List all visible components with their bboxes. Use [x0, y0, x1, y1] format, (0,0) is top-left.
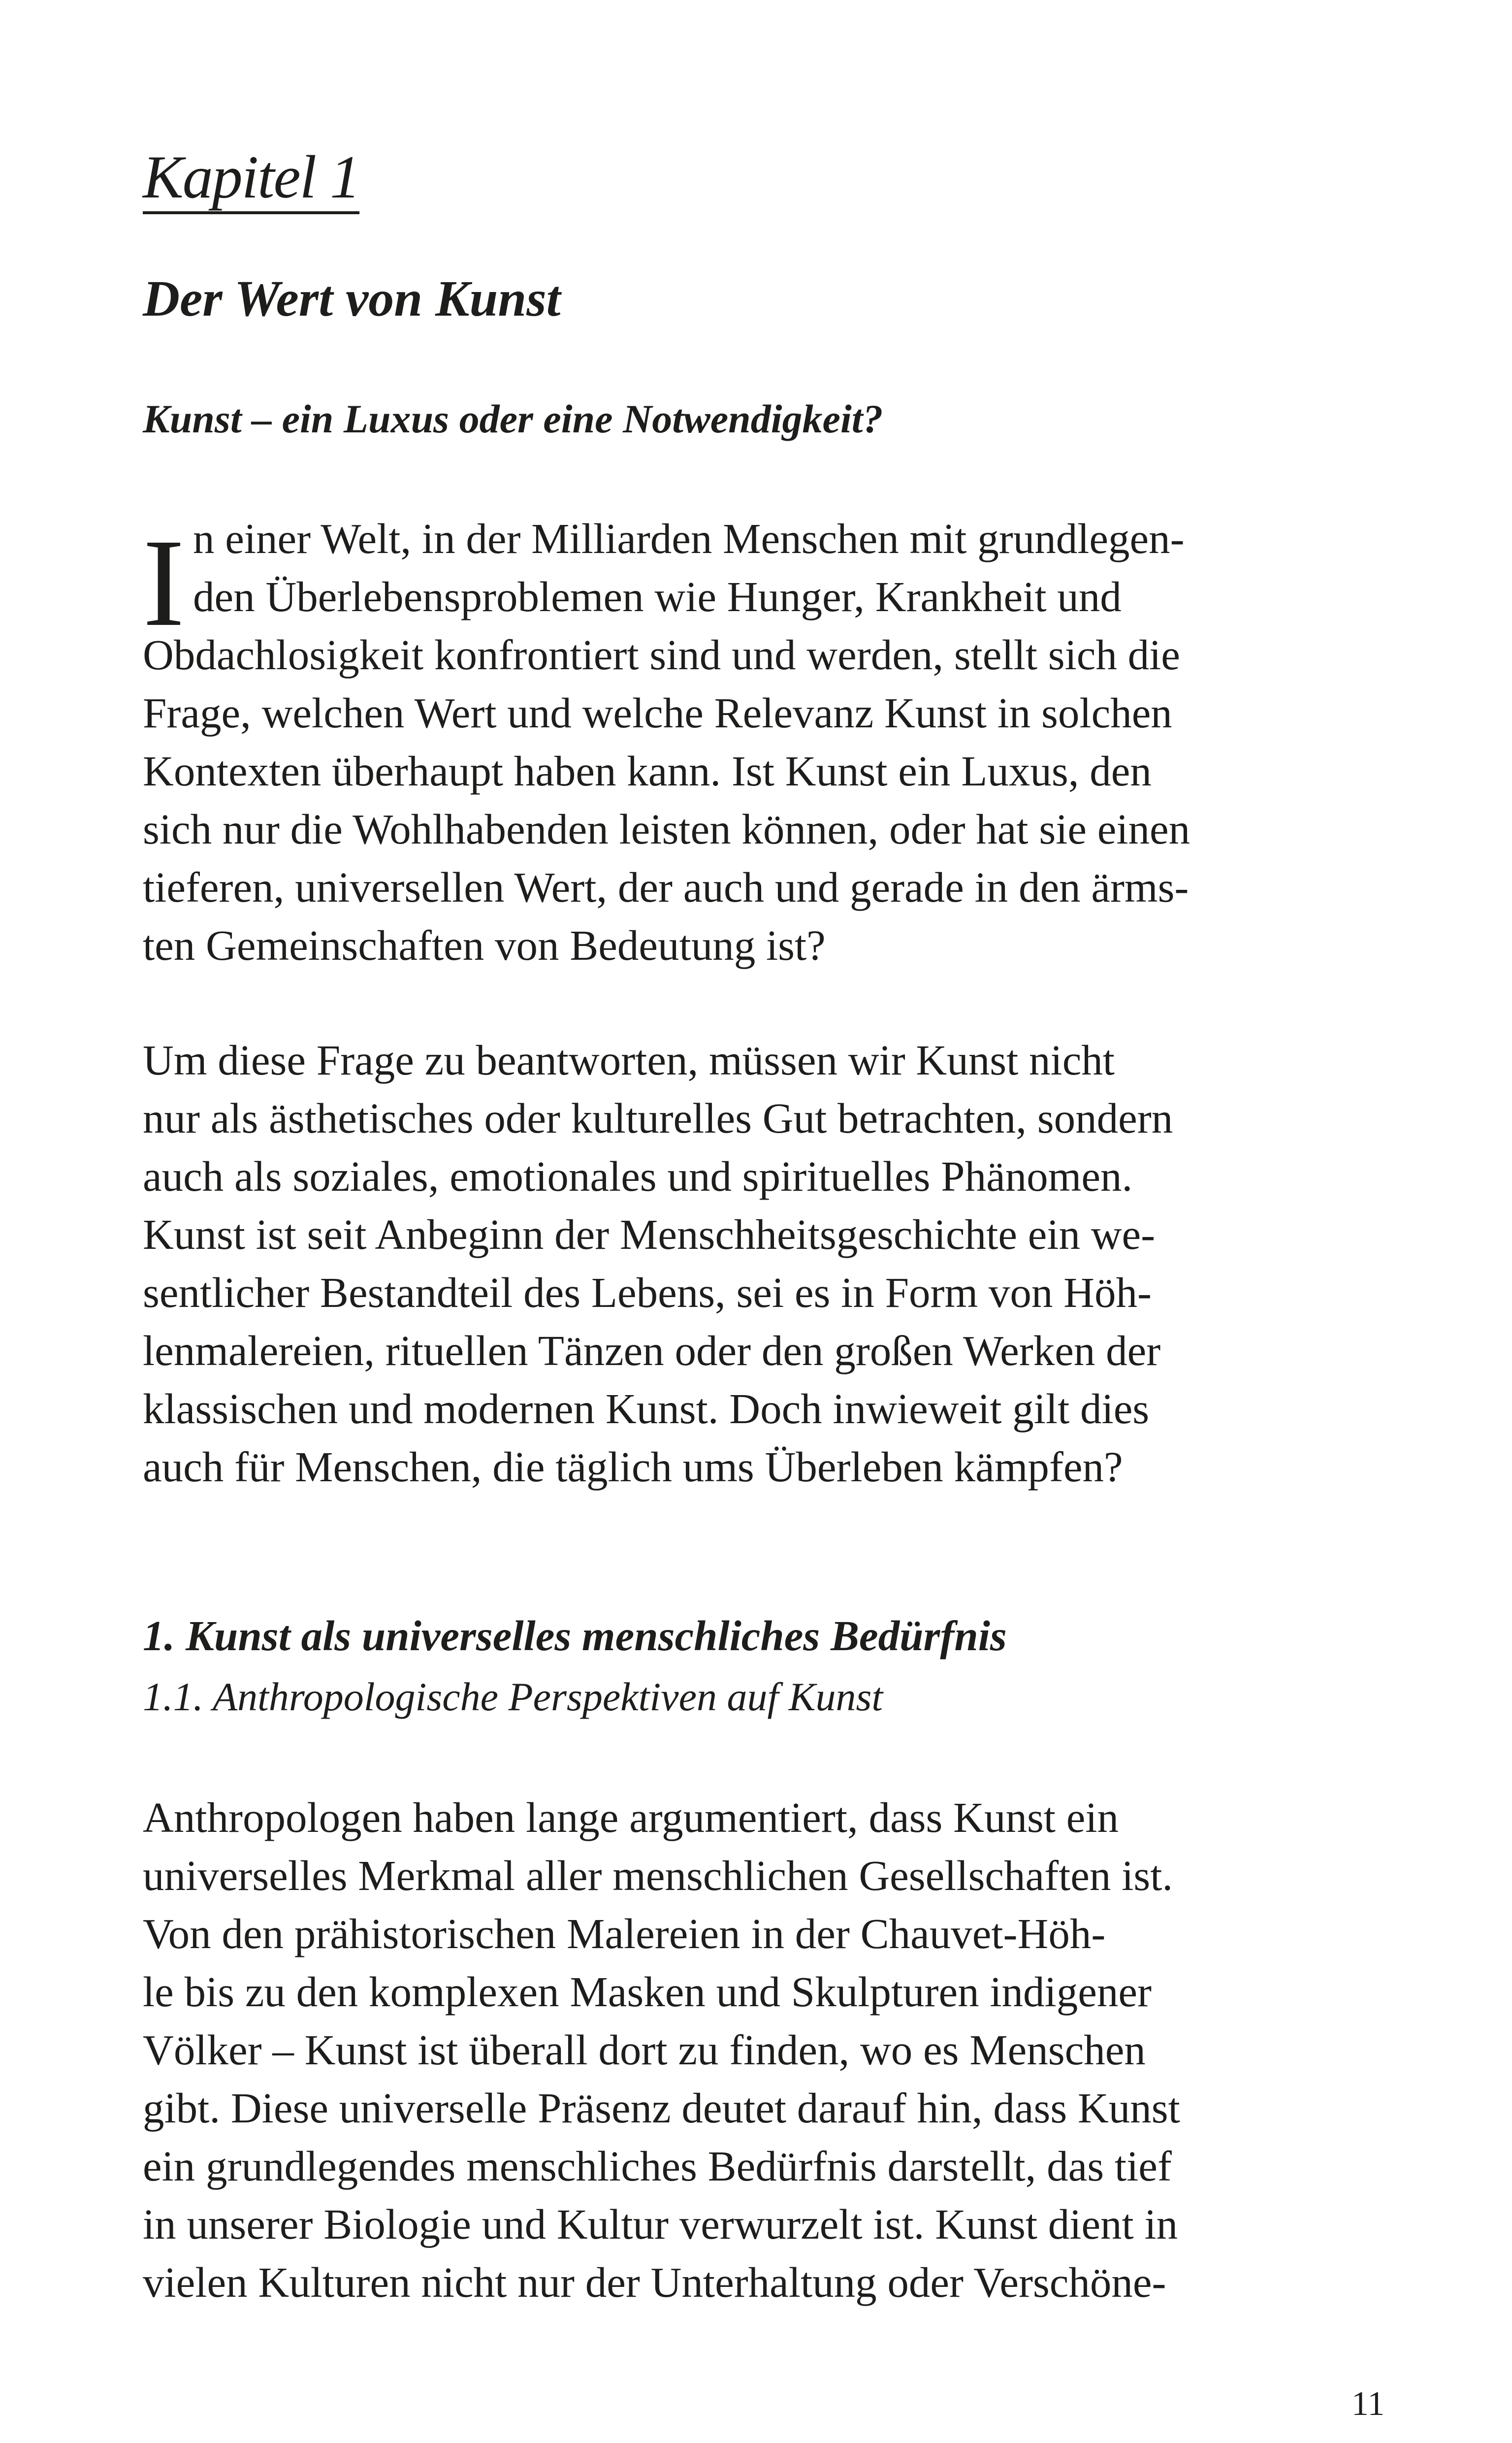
- section-subheading: 1.1. Anthropologische Perspektiven auf Kunst: [143, 1674, 883, 1719]
- text-line: in unserer Biologie und Kultur verwurzelt ist. Kunst dient in: [143, 2200, 1178, 2248]
- paragraph-question: [143, 1031, 1388, 1496]
- text-line: Anthropologen haben lange argumentiert, dass Kunst ein: [143, 1793, 1119, 1841]
- paragraph-intro: [143, 510, 1388, 975]
- section-heading: 1. Kunst als universelles menschliches Bedürfnis: [143, 1612, 1007, 1660]
- text-line: Völker – Kunst ist überall dort zu finden, wo es Menschen: [143, 2026, 1146, 2074]
- text-line: sentlicher Bestandteil des Lebens, sei es in Form von Höh-: [143, 1269, 1152, 1316]
- text-line: vielen Kulturen nicht nur der Unterhaltung oder Verschöne-: [143, 2258, 1166, 2306]
- text-line: den Überlebensproblemen wie Hunger, Krankheit und: [193, 573, 1122, 620]
- text-line: Um diese Frage zu beantworten, müssen wir Kunst nicht: [143, 1036, 1115, 1084]
- drop-cap: I: [143, 514, 185, 652]
- text-line: Von den prähistorischen Malereien in der Chauvet-Höh-: [143, 1910, 1106, 1957]
- text-line: Frage, welchen Wert und welche Relevanz Kunst in solchen: [143, 689, 1172, 737]
- paragraph-anthropology: [143, 1789, 1388, 2312]
- text-line: nur als ästhetisches oder kulturelles Gut betrachten, sondern: [143, 1094, 1173, 1142]
- text-line: Kunst ist seit Anbeginn der Menschheitsgeschichte ein we-: [143, 1210, 1156, 1258]
- text-line: ein grundlegendes menschliches Bedürfnis darstellt, das tief: [143, 2142, 1172, 2190]
- chapter-label: Kapitel 1: [143, 143, 360, 211]
- text-line: lenmalereien, rituellen Tänzen oder den großen Werken der: [143, 1327, 1161, 1374]
- text-line: sich nur die Wohlhabenden leisten können, oder hat sie einen: [143, 805, 1190, 853]
- text-line: tieferen, universellen Wert, der auch und gerade in den ärms-: [143, 863, 1189, 911]
- text-line: n einer Welt, in der Milliarden Menschen mit grundlegen-: [193, 515, 1185, 562]
- text-line: universelles Merkmal aller menschlichen Gesellschaften ist.: [143, 1852, 1173, 1899]
- text-line: auch als soziales, emotionales und spirituelles Phänomen.: [143, 1152, 1133, 1200]
- text-line: gibt. Diese universelle Präsenz deutet darauf hin, dass Kunst: [143, 2084, 1180, 2132]
- page-number: 11: [1351, 2385, 1385, 2423]
- chapter-title: Der Wert von Kunst: [143, 270, 561, 327]
- text-line: Obdachlosigkeit konfrontiert sind und werden, stellt sich die: [143, 631, 1180, 679]
- text-line: Kontexten überhaupt haben kann. Ist Kunst ein Luxus, den: [143, 747, 1152, 795]
- text-line: le bis zu den komplexen Masken und Skulpturen indigener: [143, 1968, 1152, 2016]
- text-line: ten Gemeinschaften von Bedeutung ist?: [143, 921, 826, 969]
- text-line: auch für Menschen, die täglich ums Überleben kämpfen?: [143, 1443, 1123, 1491]
- chapter-subtitle: Kunst – ein Luxus oder eine Notwendigkeit?: [143, 396, 883, 441]
- text-line: klassischen und modernen Kunst. Doch inwieweit gilt dies: [143, 1385, 1150, 1433]
